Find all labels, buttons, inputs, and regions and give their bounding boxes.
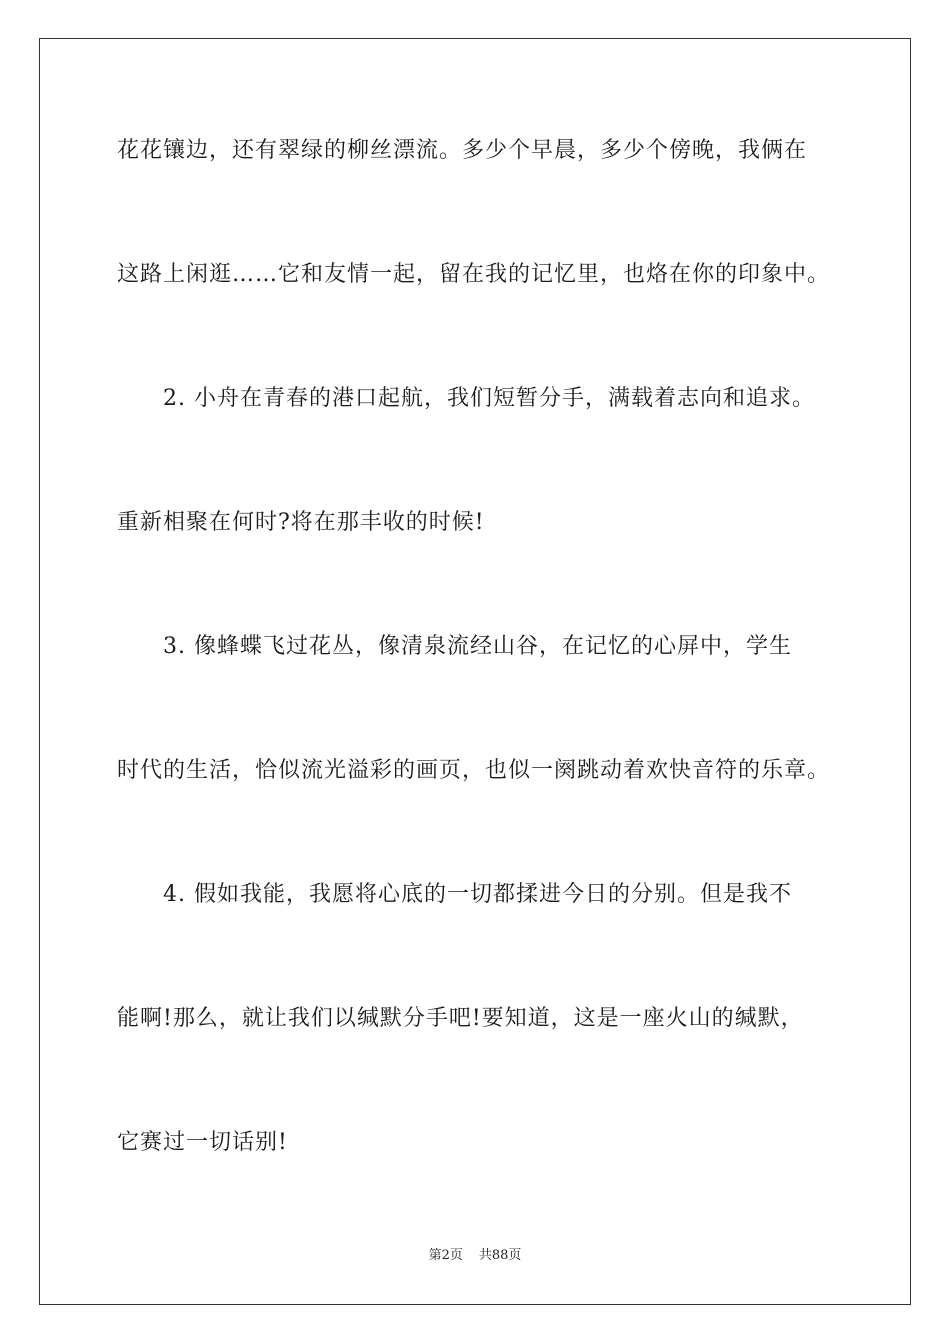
text-line: 重新相聚在何时?将在那丰收的时候! (117, 510, 485, 535)
page-number: 第2页 (428, 1248, 463, 1263)
page-footer (0, 1247, 950, 1265)
total-pages: 共88页 (478, 1248, 522, 1263)
page-frame (39, 38, 911, 1305)
text-line: 花花镶边，还有翠绿的柳丝漂流。多少个早晨，多少个傍晚，我俩在 (117, 138, 808, 163)
text-line: 这路上闲逛……它和友情一起，留在我的记忆里，也烙在你的印象中。 (117, 262, 831, 287)
text-line: 时代的生活，恰似流光溢彩的画页，也似一阕跳动着欢快音符的乐章。 (117, 758, 831, 783)
text-line: 它赛过一切话别! (117, 1130, 288, 1155)
text-line: 4. 假如我能，我愿将心底的一切都揉进今日的分别。但是我不 (117, 882, 792, 907)
text-line: 3. 像蜂蝶飞过花丛，像清泉流经山谷，在记忆的心屏中，学生 (117, 634, 792, 659)
text-line: 2. 小舟在青春的港口起航，我们短暂分手，满载着志向和追求。 (117, 386, 815, 411)
text-line: 能啊!那么，就让我们以缄默分手吧!要知道，这是一座火山的缄默， (117, 1006, 804, 1031)
